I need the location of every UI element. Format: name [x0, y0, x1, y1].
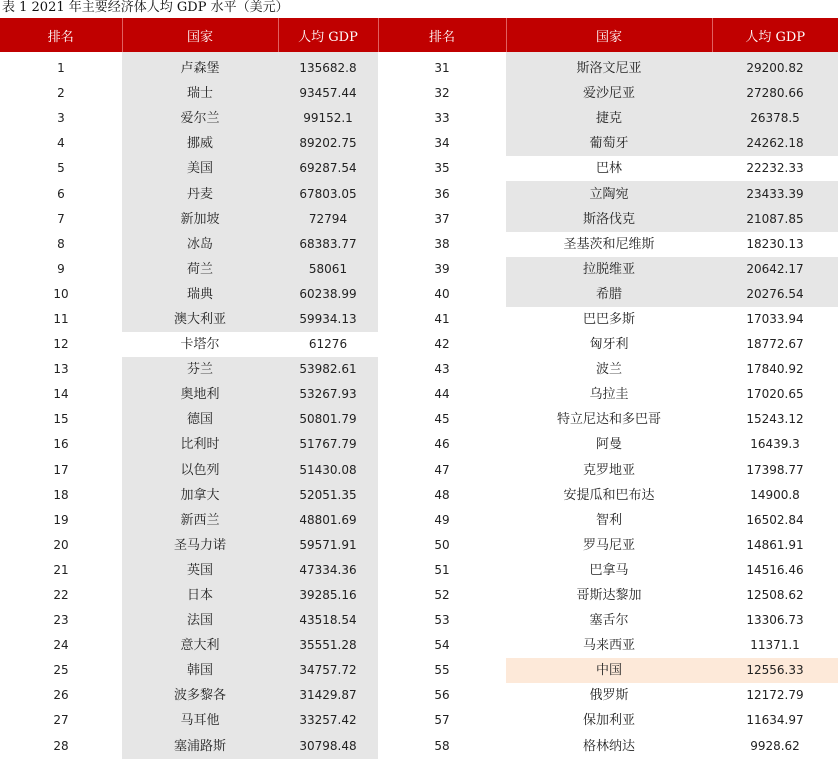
left-rank-cell: 14: [53, 387, 69, 402]
left-country-cell: 新加坡: [122, 207, 278, 232]
left-rank-cell: 7: [57, 211, 65, 226]
left-gdp-cell: 99152.1: [278, 106, 378, 131]
left-gdp-cell: 50801.79: [278, 407, 378, 432]
right-gdp-cell: 14861.91: [746, 537, 804, 552]
right-country-cell: 巴拿马: [589, 562, 629, 578]
left-gdp-cell: 58061: [278, 257, 378, 282]
left-rank-cell: 1: [57, 61, 65, 76]
right-country-cell: 保加利亚: [582, 713, 635, 729]
left-country-cell: 比利时: [122, 432, 278, 457]
left-country-cell: 挪威: [122, 131, 278, 156]
left-gdp-cell: 59934.13: [278, 307, 378, 332]
left-rank-cell: 6: [57, 186, 65, 201]
table-body: [0, 52, 838, 759]
left-rank-cell: 11: [53, 311, 69, 326]
table-row: [0, 407, 838, 432]
left-gdp-cell: 53267.93: [278, 382, 378, 407]
right-rank-cell: 55: [434, 663, 450, 678]
left-gdp-cell: 51430.08: [278, 458, 378, 483]
right-country-cell: 爱沙尼亚: [506, 81, 712, 106]
left-rank-cell: 16: [53, 437, 69, 452]
right-gdp-cell: 18230.13: [746, 236, 804, 251]
left-rank-cell: 23: [53, 613, 69, 628]
table-row: [0, 458, 838, 483]
left-gdp-cell: 60238.99: [278, 282, 378, 307]
right-rank-cell: 48: [434, 487, 450, 502]
right-rank-cell: 54: [434, 638, 450, 653]
right-rank-cell: 51: [434, 562, 450, 577]
table-row: [0, 382, 838, 407]
left-rank-cell: 10: [53, 286, 69, 301]
left-gdp-cell: 135682.8: [278, 52, 378, 81]
right-gdp-cell: 16502.84: [746, 512, 804, 527]
left-gdp-cell: 69287.54: [278, 156, 378, 181]
left-gdp-cell: 43518.54: [278, 608, 378, 633]
left-country-cell: 美国: [122, 156, 278, 181]
right-country-cell: 乌拉圭: [589, 387, 629, 403]
left-rank-cell: 13: [53, 362, 69, 377]
left-rank-cell: 26: [53, 688, 69, 703]
left-country-cell: 奥地利: [122, 382, 278, 407]
left-country-cell: 英国: [122, 558, 278, 583]
table-row: [0, 81, 838, 106]
right-rank-cell: 36: [434, 186, 450, 201]
table-row: [0, 106, 838, 131]
right-rank-cell: 34: [434, 136, 450, 151]
table-row: [0, 52, 838, 81]
table-row: [0, 207, 838, 232]
right-gdp-cell: 26378.5: [712, 106, 838, 131]
table-row: [0, 357, 838, 382]
left-country-cell: 芬兰: [122, 357, 278, 382]
right-country-cell: 斯洛伐克: [506, 207, 712, 232]
table-row: [0, 734, 838, 759]
right-gdp-cell: 17033.94: [746, 311, 804, 326]
left-gdp-cell: 30798.48: [278, 734, 378, 759]
table-row: [0, 282, 838, 307]
left-country-cell: 爱尔兰: [122, 106, 278, 131]
right-country-cell: 拉脱维亚: [506, 257, 712, 282]
right-country-cell: 阿曼: [595, 437, 622, 453]
left-gdp-cell: 39285.16: [278, 583, 378, 608]
left-rank-cell: 9: [57, 261, 65, 276]
left-country-cell: 圣马力诺: [122, 533, 278, 558]
right-rank-cell: 39: [434, 261, 450, 276]
table-row: [0, 131, 838, 156]
right-rank-cell: 53: [434, 613, 450, 628]
right-country-cell: 中国: [506, 658, 712, 683]
right-country-cell: 希腊: [506, 282, 712, 307]
right-country-cell: 安提瓜和巴布达: [563, 487, 655, 503]
right-country-cell: 巴巴多斯: [582, 311, 635, 327]
right-gdp-cell: 17020.65: [746, 387, 804, 402]
left-country-cell: 新西兰: [122, 508, 278, 533]
left-gdp-cell: 33257.42: [278, 708, 378, 733]
left-country-cell: 瑞士: [122, 81, 278, 106]
left-gdp-cell: 59571.91: [278, 533, 378, 558]
right-country-cell: 斯洛文尼亚: [506, 52, 712, 81]
right-country-cell: 匈牙利: [589, 337, 629, 353]
table-row: [0, 156, 838, 181]
right-rank-cell: 44: [434, 387, 450, 402]
header-country-left: 国家: [122, 18, 278, 52]
right-gdp-cell: 24262.18: [712, 131, 838, 156]
left-gdp-cell: 89202.75: [278, 131, 378, 156]
right-country-cell: 智利: [595, 512, 622, 528]
right-country-cell: 哥斯达黎加: [576, 588, 642, 604]
right-rank-cell: 32: [434, 86, 450, 101]
right-gdp-cell: 12556.33: [712, 658, 838, 683]
right-country-cell: 立陶宛: [506, 181, 712, 206]
right-rank-cell: 35: [434, 161, 450, 176]
left-country-cell: 马耳他: [122, 708, 278, 733]
right-gdp-cell: 27280.66: [712, 81, 838, 106]
header-rank-right: 排名: [378, 18, 506, 52]
right-rank-cell: 37: [434, 211, 450, 226]
left-country-cell: 德国: [122, 407, 278, 432]
right-gdp-cell: 9928.62: [750, 738, 800, 753]
left-gdp-cell: 35551.28: [278, 633, 378, 658]
right-rank-cell: 33: [434, 111, 450, 126]
header-gdp-left: 人均 GDP: [278, 18, 378, 52]
right-gdp-cell: 11371.1: [750, 638, 800, 653]
right-gdp-cell: 20276.54: [712, 282, 838, 307]
right-gdp-cell: 22232.33: [746, 161, 804, 176]
right-rank-cell: 50: [434, 537, 450, 552]
right-rank-cell: 31: [434, 61, 450, 76]
header-country-right: 国家: [506, 18, 712, 52]
table-row: [0, 181, 838, 206]
right-gdp-cell: 17840.92: [746, 362, 804, 377]
left-country-cell: 以色列: [122, 458, 278, 483]
right-gdp-cell: 14900.8: [750, 487, 800, 502]
right-rank-cell: 40: [434, 286, 450, 301]
right-country-cell: 马来西亚: [582, 638, 635, 654]
left-rank-cell: 21: [53, 562, 69, 577]
right-rank-cell: 52: [434, 588, 450, 603]
right-rank-cell: 41: [434, 311, 450, 326]
table-row: [0, 558, 838, 583]
table-row: [0, 683, 838, 708]
right-rank-cell: 46: [434, 437, 450, 452]
right-country-cell: 俄罗斯: [589, 688, 629, 704]
right-country-cell: 格林纳达: [582, 738, 635, 754]
left-country-cell: 韩国: [122, 658, 278, 683]
left-gdp-cell: 68383.77: [278, 232, 378, 257]
table-row: [0, 633, 838, 658]
right-country-cell: 特立尼达和多巴哥: [556, 412, 661, 428]
left-country-cell: 塞浦路斯: [122, 734, 278, 759]
table-row: [0, 332, 838, 357]
right-gdp-cell: 21087.85: [712, 207, 838, 232]
left-gdp-cell: 53982.61: [278, 357, 378, 382]
left-country-cell: 瑞典: [122, 282, 278, 307]
table-row: [0, 307, 838, 332]
right-gdp-cell: 13306.73: [746, 613, 804, 628]
right-rank-cell: 58: [434, 738, 450, 753]
left-rank-cell: 22: [53, 588, 69, 603]
left-country-cell: 意大利: [122, 633, 278, 658]
left-rank-cell: 12: [53, 337, 69, 352]
right-country-cell: 波兰: [595, 362, 622, 378]
right-rank-cell: 45: [434, 412, 450, 427]
left-rank-cell: 20: [53, 537, 69, 552]
left-country-cell: 波多黎各: [122, 683, 278, 708]
left-rank-cell: 2: [57, 86, 65, 101]
left-gdp-cell: 67803.05: [278, 181, 378, 206]
left-country-cell: 法国: [122, 608, 278, 633]
right-gdp-cell: 11634.97: [746, 713, 804, 728]
right-gdp-cell: 14516.46: [746, 562, 804, 577]
table-row: [0, 608, 838, 633]
left-country-cell: 丹麦: [122, 181, 278, 206]
table-row: [0, 508, 838, 533]
right-rank-cell: 47: [434, 462, 450, 477]
right-rank-cell: 57: [434, 713, 450, 728]
left-gdp-cell: 34757.72: [278, 658, 378, 683]
left-gdp-cell: 61276: [308, 337, 348, 352]
left-gdp-cell: 31429.87: [278, 683, 378, 708]
left-country-cell: 荷兰: [122, 257, 278, 282]
right-country-cell: 捷克: [506, 106, 712, 131]
header-row: [0, 18, 838, 52]
right-gdp-cell: 23433.39: [712, 181, 838, 206]
left-rank-cell: 8: [57, 236, 65, 251]
right-gdp-cell: 12508.62: [746, 588, 804, 603]
table-row: [0, 483, 838, 508]
table-row: [0, 708, 838, 733]
left-rank-cell: 19: [53, 512, 69, 527]
left-rank-cell: 28: [53, 738, 69, 753]
table-row: [0, 658, 838, 683]
table-row: [0, 232, 838, 257]
right-gdp-cell: 18772.67: [746, 337, 804, 352]
right-gdp-cell: 12172.79: [746, 688, 804, 703]
table-row: [0, 533, 838, 558]
table-row: [0, 583, 838, 608]
right-country-cell: 塞舌尔: [589, 613, 629, 629]
left-rank-cell: 24: [53, 638, 69, 653]
right-rank-cell: 42: [434, 337, 450, 352]
left-rank-cell: 27: [53, 713, 69, 728]
right-rank-cell: 49: [434, 512, 450, 527]
right-country-cell: 葡萄牙: [506, 131, 712, 156]
right-gdp-cell: 20642.17: [712, 257, 838, 282]
header-rank-left: 排名: [0, 18, 122, 52]
right-gdp-cell: 29200.82: [712, 52, 838, 81]
right-country-cell: 巴林: [595, 161, 622, 177]
right-country-cell: 克罗地亚: [582, 462, 635, 478]
left-gdp-cell: 51767.79: [278, 432, 378, 457]
left-country-cell: 冰岛: [122, 232, 278, 257]
table-caption: 表 1 2021 年主要经济体人均 GDP 水平（美元）: [2, 0, 289, 15]
right-rank-cell: 56: [434, 688, 450, 703]
left-country-cell: 卡塔尔: [180, 337, 220, 353]
left-rank-cell: 25: [53, 663, 69, 678]
right-gdp-cell: 16439.3: [750, 437, 800, 452]
left-country-cell: 日本: [122, 583, 278, 608]
left-gdp-cell: 93457.44: [278, 81, 378, 106]
left-rank-cell: 17: [53, 462, 69, 477]
left-rank-cell: 5: [57, 161, 65, 176]
right-country-cell: 圣基茨和尼维斯: [563, 236, 655, 252]
left-rank-cell: 18: [53, 487, 69, 502]
left-gdp-cell: 52051.35: [278, 483, 378, 508]
left-gdp-cell: 72794: [278, 207, 378, 232]
left-rank-cell: 15: [53, 412, 69, 427]
left-country-cell: 加拿大: [122, 483, 278, 508]
gdp-table: [0, 18, 838, 759]
right-gdp-cell: 15243.12: [746, 412, 804, 427]
right-gdp-cell: 17398.77: [746, 462, 804, 477]
header-gdp-right: 人均 GDP: [712, 18, 838, 52]
left-rank-cell: 4: [57, 136, 65, 151]
right-rank-cell: 43: [434, 362, 450, 377]
left-rank-cell: 3: [57, 111, 65, 126]
left-gdp-cell: 48801.69: [278, 508, 378, 533]
table-row: [0, 257, 838, 282]
right-country-cell: 罗马尼亚: [582, 537, 635, 553]
left-country-cell: 澳大利亚: [122, 307, 278, 332]
left-country-cell: 卢森堡: [122, 52, 278, 81]
left-gdp-cell: 47334.36: [278, 558, 378, 583]
right-rank-cell: 38: [434, 236, 450, 251]
table-row: [0, 432, 838, 457]
